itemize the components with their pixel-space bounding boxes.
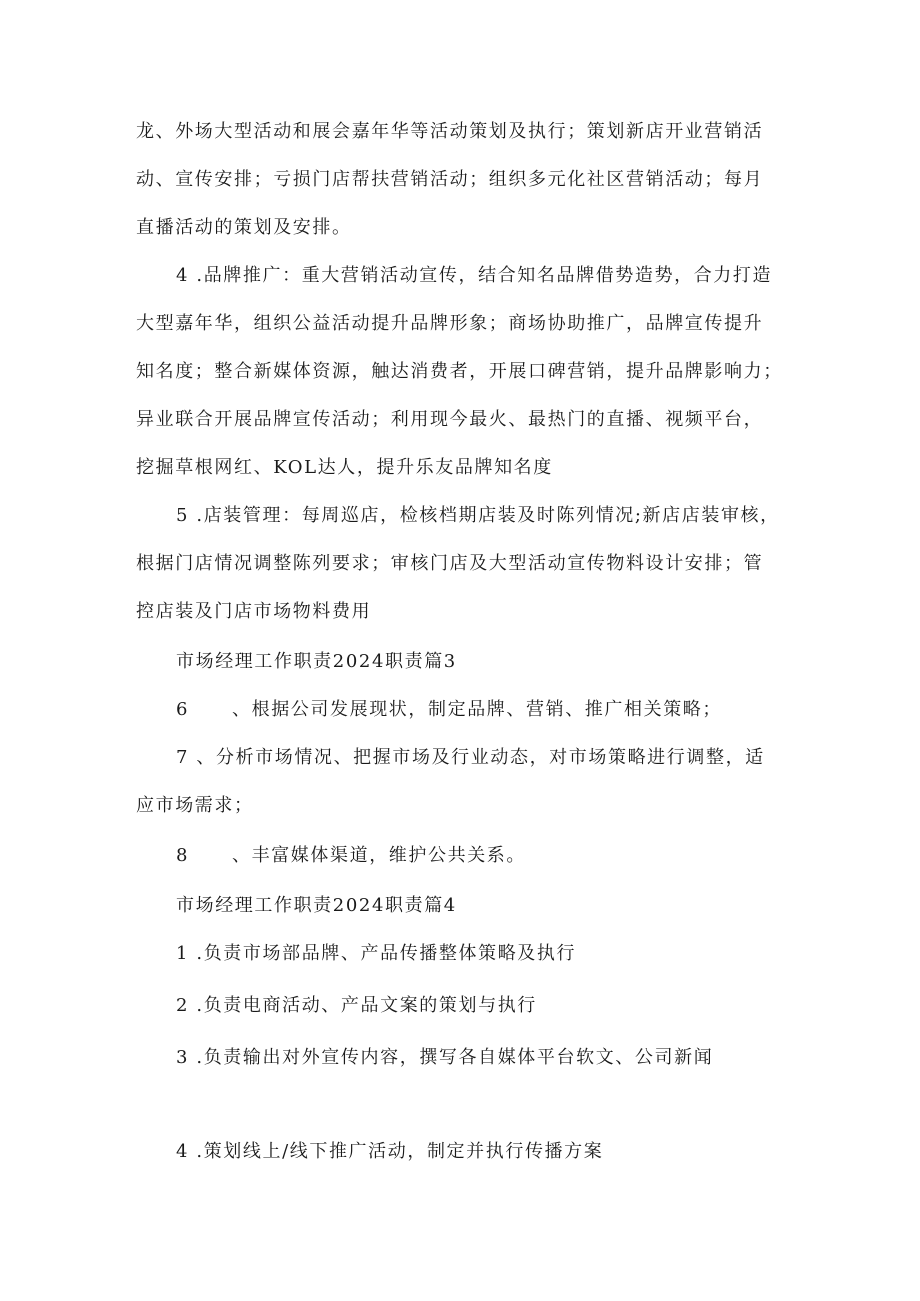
list-item: 4 .策划线上/线下推广活动，制定并执行传播方案 <box>176 1141 604 1162</box>
section-heading: 市场经理工作职责2024职责篇3 <box>176 651 457 672</box>
paragraph-line: 直播活动的策划及安排。 <box>136 217 352 238</box>
paragraph-line: 应市场需求； <box>136 795 254 816</box>
list-item-text: 、丰富媒体渠道，维护公共关系。 <box>232 845 526 866</box>
paragraph-line: 4 .品牌推广：重大营销活动宣传，结合知名品牌借势造势，合力打造 <box>176 265 773 286</box>
paragraph-line: 大型嘉年华，组织公益活动提升品牌形象；商场协助推广，品牌宣传提升 <box>136 313 764 334</box>
paragraph-line: 5 .店装管理：每周巡店，检核档期店装及时陈列情况;新店店装审核， <box>176 505 780 526</box>
paragraph-line: 知名度；整合新媒体资源，触达消费者，开展口碑营销，提升品牌影响力； <box>136 361 783 382</box>
paragraph-line: 控店装及门店市场物料费用 <box>136 601 372 622</box>
paragraph-line: 7 、分析市场情况、把握市场及行业动态，对市场策略进行调整，适 <box>176 747 765 768</box>
paragraph-line: 龙、外场大型活动和展会嘉年华等活动策划及执行；策划新店开业营销活 <box>136 121 764 142</box>
list-item: 1 .负责市场部品牌、产品传播整体策略及执行 <box>176 943 577 964</box>
list-item-number: 8 <box>176 845 188 866</box>
paragraph-line: 挖掘草根网红、KOL达人，提升乐友品牌知名度 <box>136 457 553 478</box>
list-item-text: 、根据公司发展现状，制定品牌、营销、推广相关策略； <box>232 699 722 720</box>
list-item-number: 6 <box>176 699 188 720</box>
list-item: 2 .负责电商活动、产品文案的策划与执行 <box>176 995 537 1016</box>
paragraph-line: 动、宣传安排；亏损门店帮扶营销活动；组织多元化社区营销活动；每月 <box>136 169 764 190</box>
section-heading: 市场经理工作职责2024职责篇4 <box>176 895 457 916</box>
paragraph-line: 异业联合开展品牌宣传活动；利用现今最火、最热门的直播、视频平台， <box>136 409 764 430</box>
paragraph-line: 根据门店情况调整陈列要求；审核门店及大型活动宣传物料设计安排；管 <box>136 553 764 574</box>
list-item: 3 .负责输出对外宣传内容，撰写各自媒体平台软文、公司新闻 <box>176 1047 714 1068</box>
